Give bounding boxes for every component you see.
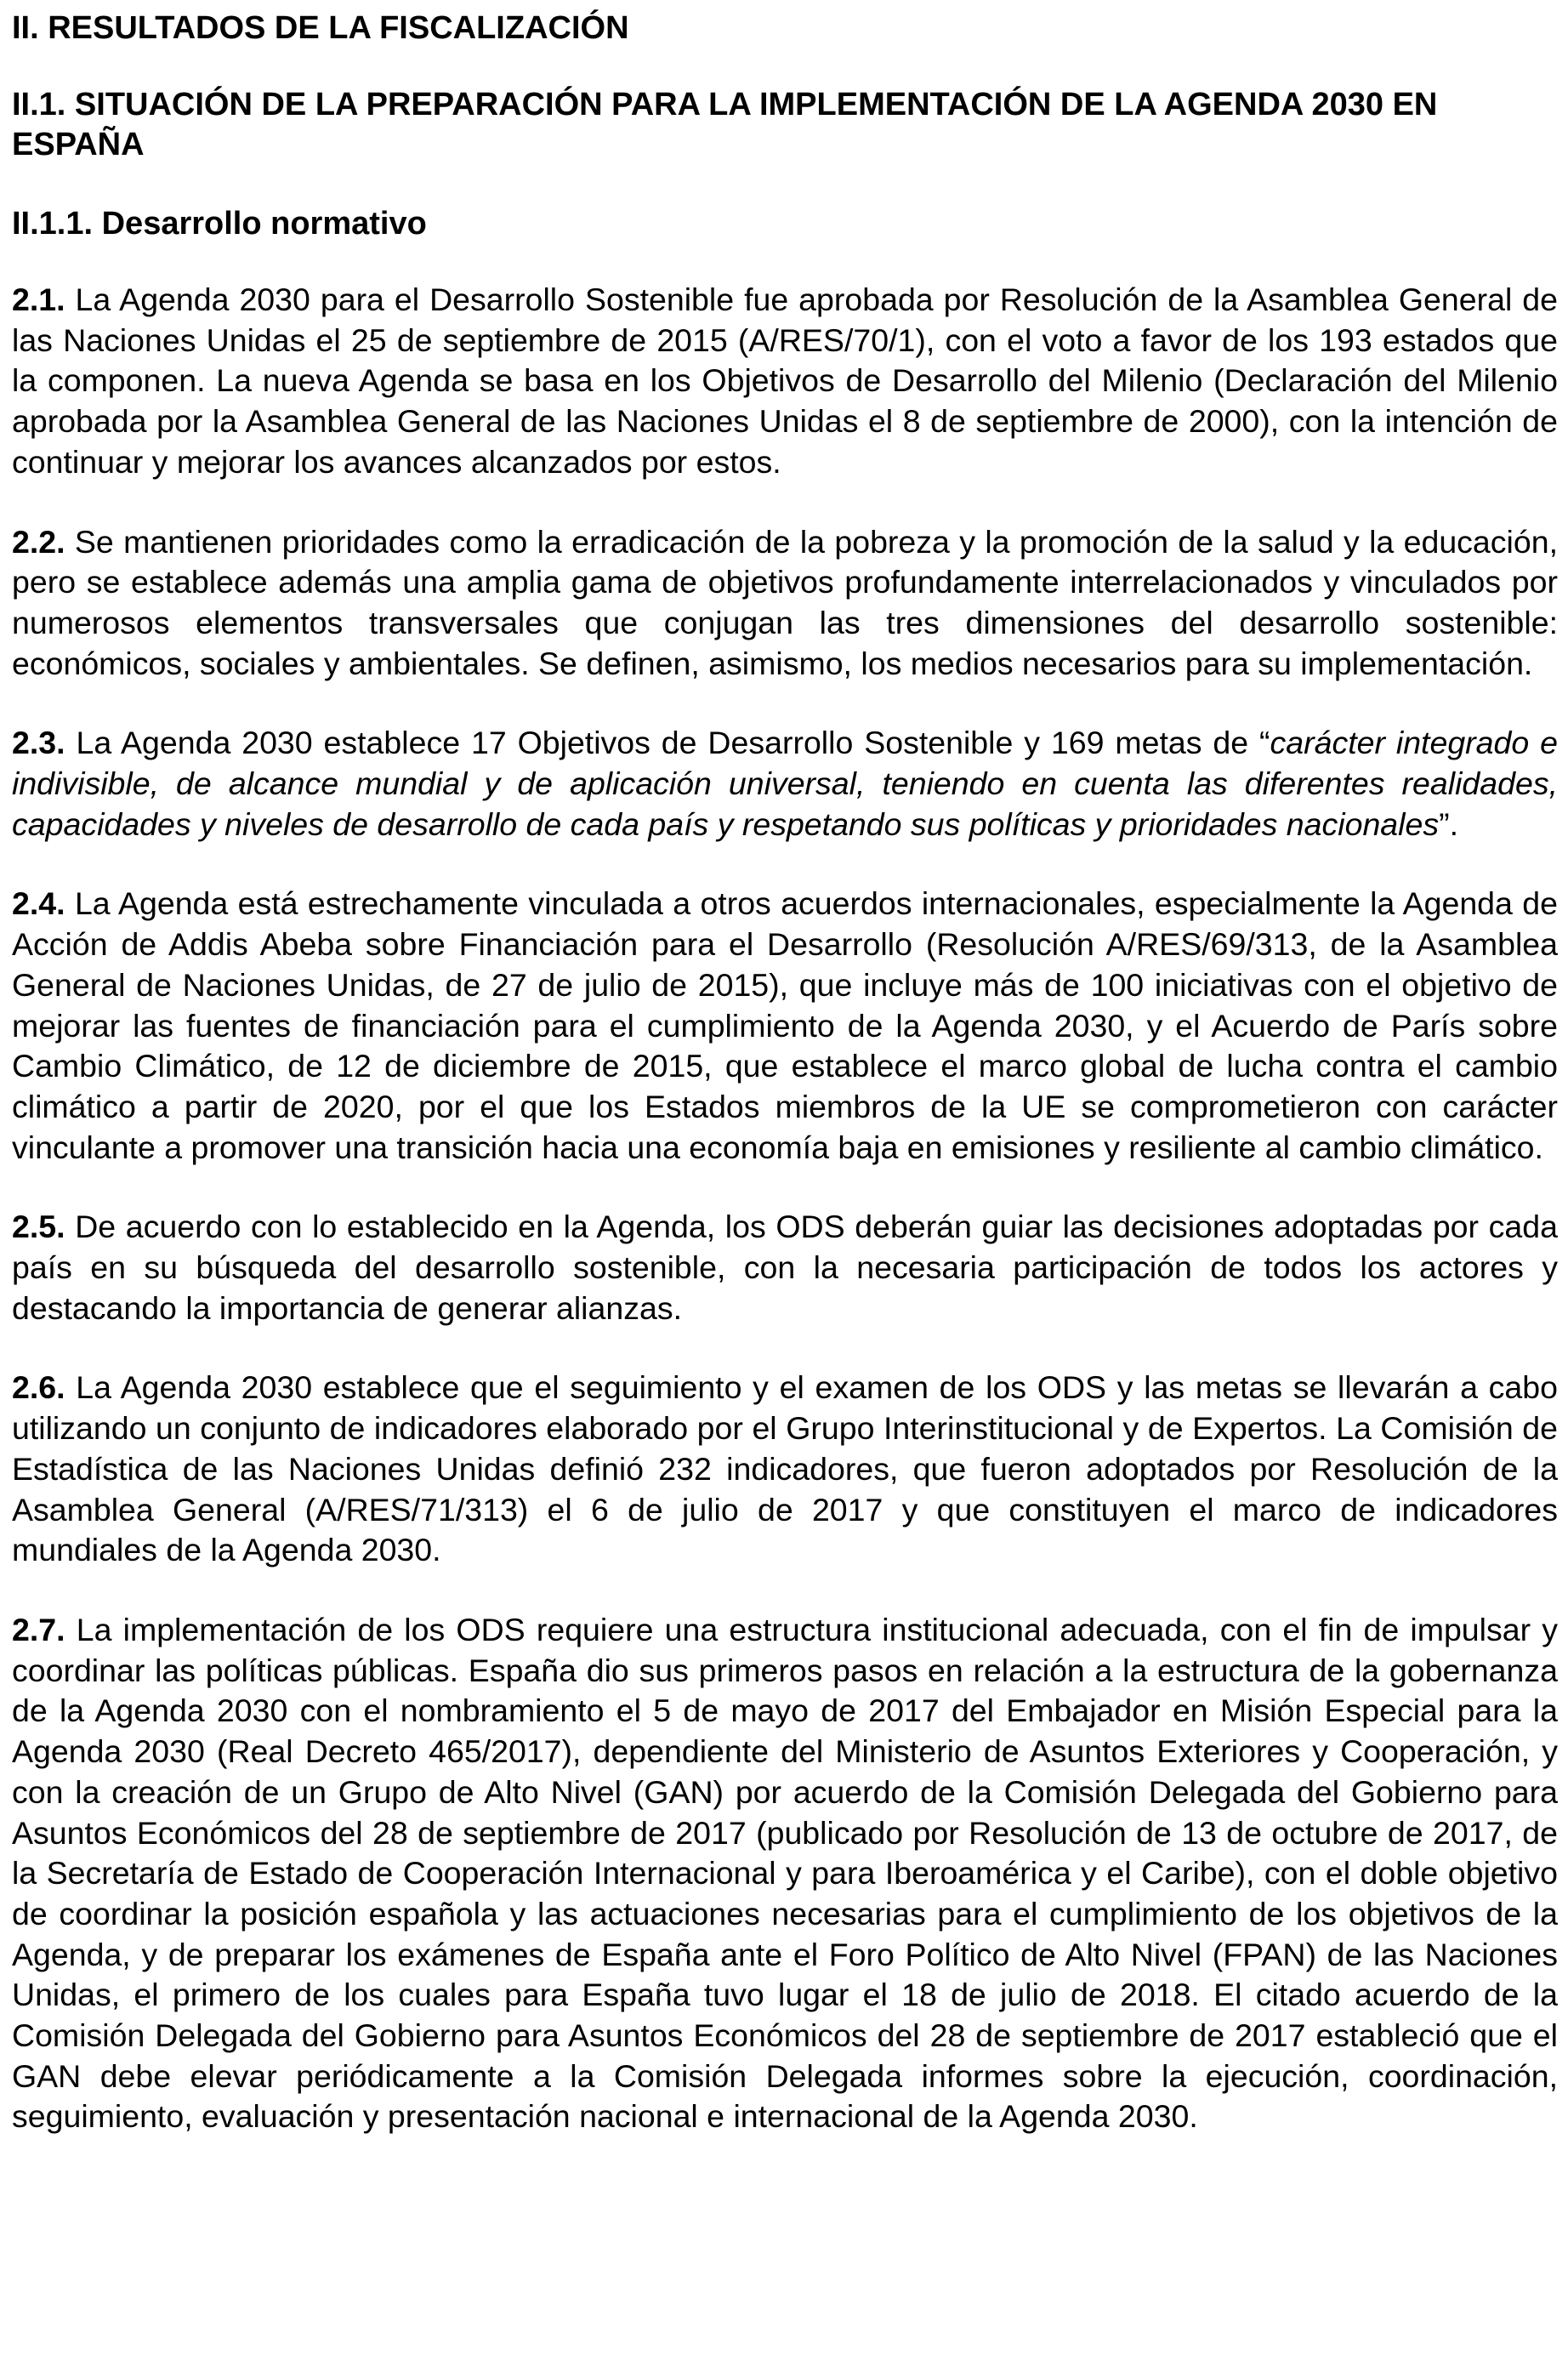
- paragraph-text-end: ”.: [1439, 805, 1459, 842]
- paragraph-2-7: [12, 1610, 1558, 2137]
- paragraph-text: La implementación de los ODS requiere una estructura institucional adecuada, con el fin de impulsar y coordinar las políticas públicas. España dio sus primeros pasos en relación a la estructura de la gobernanza de la Agenda 2030 con el nombramiento el 5 de mayo de 2017 del Embajador en Misión Especial para la Agenda 2030 (Real Decreto 465/2017), dependiente del Ministerio de Asuntos Exteriores y Cooperación, y con la creación de un Grupo de Alto Nivel (GAN) por acuerdo de la Comisión Delegada del Gobierno para Asuntos Económicos del 28 de septiembre de 2017 (publicado por Resolución de 13 de octubre de 2017, de la Secretaría de Estado de Cooperación Internacional y para Iberoamérica y el Caribe), con el doble objetivo de coordinar la posición española y las actuaciones necesarias para el cumplimiento de los objetivos de la Agenda, y de preparar los exámenes de España ante el Foro Político de Alto Nivel (FPAN) de las Naciones Unidas, el primero de los cuales para España tuvo lugar el 18 de julio de 2018. El citado acuerdo de la Comisión Delegada del Gobierno para Asuntos Económicos del 28 de septiembre de 2017 estableció que el GAN debe elevar periódicamente a la Comisión Delegada informes sobre la ejecución, coordinación, seguimiento, evaluación y presentación nacional e internacional de la Agenda 2030.: [12, 1611, 1558, 2135]
- paragraph-number: 2.6.: [12, 1369, 65, 1406]
- paragraph-number: 2.2.: [12, 523, 65, 560]
- subsection-heading: II.1. SITUACIÓN DE LA PREPARACIÓN PARA LA IMPLEMENTACIÓN DE LA AGENDA 2030 EN ESPAÑA: [12, 87, 1438, 162]
- paragraph-text: La Agenda 2030 para el Desarrollo Sostenible fue aprobada por Resolución de la Asamblea General de las Naciones Unidas el 25 de septiembre de 2015 (A/RES/70/1), con el voto a favor de los 193 estados que la componen. La nueva Agenda se basa en los Objetivos de Desarrollo del Milenio (Declaración del Milenio aprobada por la Asamblea General de las Naciones Unidas el 8 de septiembre de 2000), con la intención de continuar y mejorar los avances alcanzados por estos.: [12, 282, 1558, 480]
- paragraph-text: De acuerdo con lo establecido en la Agenda, los ODS deberán guiar las decisiones adoptadas por cada país en su búsqueda del desarrollo sostenible, con la necesaria participación de todos los actores y destacando la importancia de generar alianzas.: [12, 1209, 1558, 1326]
- paragraph-number: 2.1.: [12, 282, 65, 317]
- paragraph-number: 2.4.: [12, 885, 65, 922]
- paragraph-text: La Agenda está estrechamente vinculada a otros acuerdos internacionales, especialmente la Agenda de Acción de Addis Abeba sobre Financiación para el Desarrollo (Resolución A/RES/69/313, de la Asamblea General de Naciones Unidas, de 27 de julio de 2015), que incluye más de 100 iniciativas con el objetivo de mejorar las fuentes de financiación para el cumplimiento de la Agenda 2030, y el Acuerdo de París sobre Cambio Climático, de 12 de diciembre de 2015, que establece el marco global de lucha contra el cambio climático a partir de 2020, por el que los Estados miembros de la UE se comprometieron con carácter vinculante a promover una transición hacia una economía baja en emisiones y resiliente al cambio climático.: [12, 885, 1558, 1165]
- subsubsection-heading: II.1.1. Desarrollo normativo: [12, 206, 427, 242]
- paragraph-text: La Agenda 2030 establece 17 Objetivos de Desarrollo Sostenible y 169 metas de “: [65, 725, 1270, 761]
- paragraph-2-5: [12, 1207, 1558, 1328]
- paragraph-quote: carácter integrado e indivisible, de alcance mundial y de aplicación universal, teniendo en cuenta las diferentes realidades, capacidades y niveles de desarrollo de cada país y respetando sus políticas y prioridades nacionales: [12, 725, 1558, 842]
- paragraph-text: La Agenda 2030 establece que el seguimiento y el examen de los ODS y las metas se llevarán a cabo utilizando un conjunto de indicadores elaborado por el Grupo Interinstitucional y de Expertos. La Comisión de Estadística de las Naciones Unidas definió 232 indicadores, que fueron adoptados por Resolución de la Asamblea General (A/RES/71/313) el 6 de julio de 2017 y que constituyen el marco de indicadores mundiales de la Agenda 2030.: [12, 1369, 1558, 1568]
- paragraph-number: 2.3.: [12, 725, 65, 761]
- paragraph-2-6: [12, 1368, 1558, 1571]
- paragraph-text: Se mantienen prioridades como la erradicación de la pobreza y la promoción de la salud y la educación, pero se establece además una amplia gama de objetivos profundamente interrelacionados y vinculados por numerosos elementos transversales que conjugan las tres dimensiones del desarrollo sostenible: económicos, sociales y ambientales. Se definen, asimismo, los medios necesarios para su implementación.: [12, 523, 1558, 681]
- paragraph-2-3: [12, 723, 1558, 845]
- section-heading: II. RESULTADOS DE LA FISCALIZACIÓN: [12, 10, 629, 46]
- paragraph-number: 2.5.: [12, 1209, 65, 1245]
- paragraph-number: 2.7.: [12, 1611, 65, 1647]
- paragraph-2-1: [12, 280, 1558, 483]
- paragraph-list: [12, 280, 1558, 2176]
- paragraph-2-2: [12, 522, 1558, 685]
- paragraph-2-4: [12, 884, 1558, 1168]
